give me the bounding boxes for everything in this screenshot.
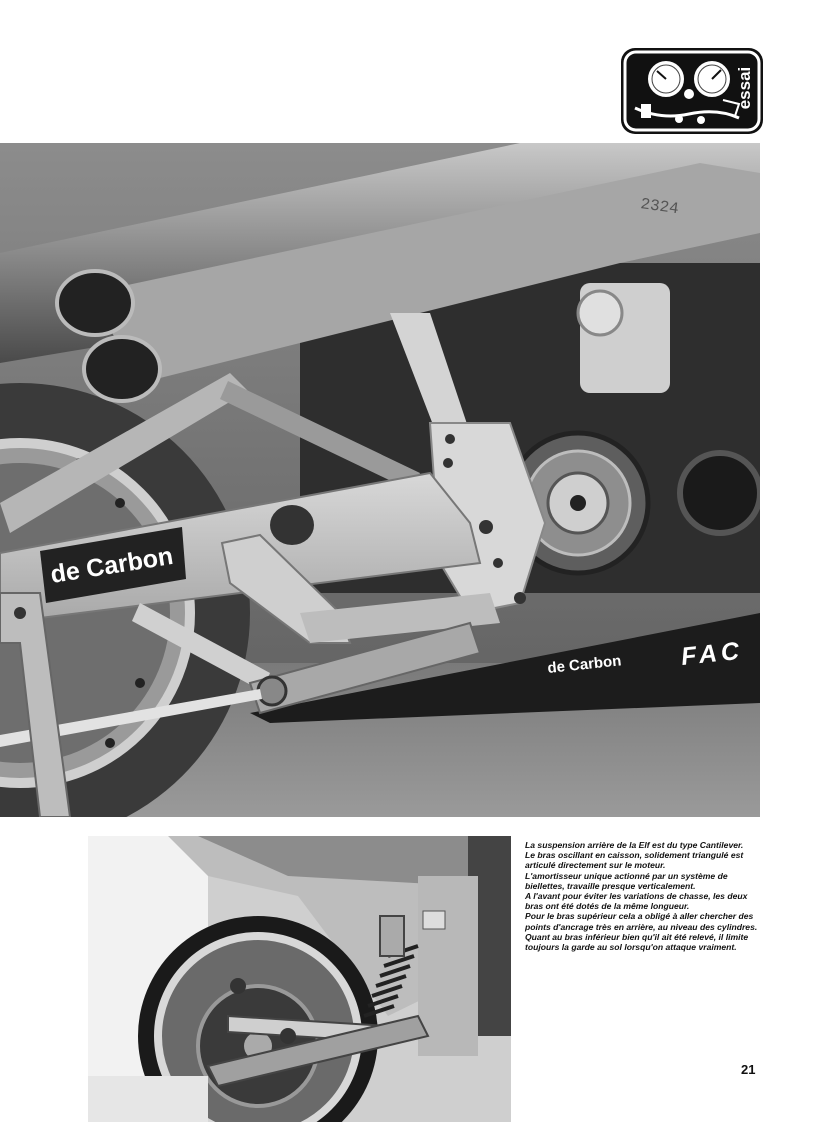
caption-line: La suspension arrière de la Elf est du type Cantilever.: [525, 840, 744, 850]
caption-line: Quant au bras inférieur bien qu'il ait été relevé, il limite toujours la garde au sol lorsqu'on attaque vraiment.: [525, 931, 749, 953]
photo-caption: [525, 840, 761, 952]
essai-logo: [621, 48, 763, 134]
caption-line: Le bras oscillant en caisson, solidement triangulé est articulé directement sur le moteur.: [525, 850, 744, 871]
shock-absorber-photo: [88, 836, 511, 1122]
page-number: 21: [741, 1062, 756, 1077]
caption-line: A l'avant pour éviter les variations de chasse, les deux bras ont été dotés de la même longueur.: [525, 891, 748, 912]
fairing-decal-text: FAC: [679, 636, 745, 671]
de-carbon-decal-text: de Carbon: [48, 541, 176, 589]
rear-suspension-photo: [0, 143, 760, 817]
dashboard-gauges-icon: [635, 60, 739, 124]
frame-number: 2324: [639, 195, 680, 219]
logo-text: essai: [735, 66, 754, 110]
caption-line: Pour le bras supérieur cela a obligé à aller chercher des points d'ancrage très en arrière, au niveau des cylindres.: [525, 911, 758, 932]
fairing-decal-brand: de Carbon: [546, 652, 623, 677]
caption-line: L'amortisseur unique actionné par un système de biellettes, travaille presque verticalement.: [525, 870, 728, 891]
